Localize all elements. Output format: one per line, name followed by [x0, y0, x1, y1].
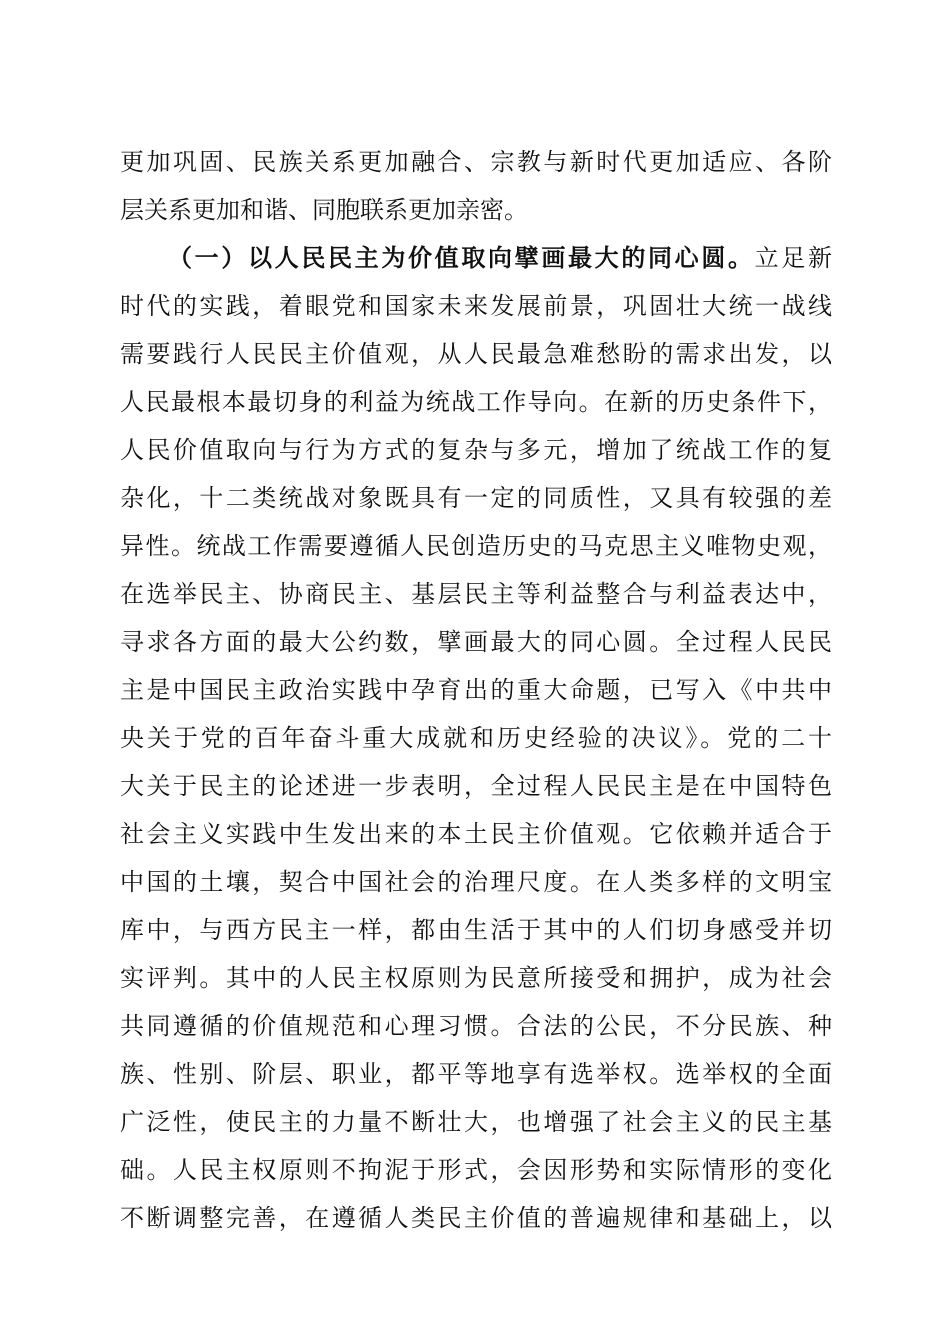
- body-text: [120, 138, 832, 1242]
- text-run: 立足新: [754, 244, 833, 272]
- text-line: 需要践行人民民主价值观，从人民最急难愁盼的需求出发，以: [120, 340, 832, 368]
- text-line: 础。人民主权原则不拘泥于形式，会因形势和实际情形的变化: [120, 1156, 832, 1184]
- text-line: 不断调整完善，在遵循人类民主价值的普遍规律和基础上，以: [120, 1204, 832, 1232]
- text-line: 层关系更加和谐、同胞联系更加亲密。: [120, 196, 528, 224]
- section-heading: （一）以人民民主为价值取向擘画最大的同心圆。: [168, 243, 755, 272]
- text-line: 共同遵循的价值规范和心理习惯。合法的公民，不分民族、种: [120, 1012, 832, 1040]
- text-line: 杂化，十二类统战对象既具有一定的同质性，又具有较强的差: [120, 484, 832, 512]
- text-line: 中国的土壤，契合中国社会的治理尺度。在人类多样的文明宝: [120, 868, 832, 896]
- text-line: 族、性别、阶层、职业，都平等地享有选举权。选举权的全面: [120, 1060, 832, 1088]
- text-line: 央关于党的百年奋斗重大成就和历史经验的决议》。党的二十: [120, 724, 832, 752]
- paragraph-continuation: [120, 138, 832, 234]
- text-line: 库中，与西方民主一样，都由生活于其中的人们切身感受并切: [120, 916, 832, 944]
- text-line: 寻求各方面的最大公约数，擘画最大的同心圆。全过程人民民: [120, 628, 832, 656]
- text-line: 广泛性，使民主的力量不断壮大，也增强了社会主义的民主基: [120, 1108, 832, 1136]
- text-line: 主是中国民主政治实践中孕育出的重大命题，已写入《中共中: [120, 676, 832, 704]
- text-line: 大关于民主的论述进一步表明，全过程人民民主是在中国特色: [120, 772, 832, 800]
- text-line: 实评判。其中的人民主权原则为民意所接受和拥护，成为社会: [120, 964, 832, 992]
- text-line: 异性。统战工作需要遵循人民创造历史的马克思主义唯物史观，: [120, 532, 832, 560]
- text-line: 在选举民主、协商民主、基层民主等利益整合与利益表达中，: [120, 580, 832, 608]
- text-line: 人民价值取向与行为方式的复杂与多元，增加了统战工作的复: [120, 436, 832, 464]
- text-line: 更加巩固、民族关系更加融合、宗教与新时代更加适应、各阶: [120, 148, 832, 176]
- text-line: 人民最根本最切身的利益为统战工作导向。在新的历史条件下，: [120, 388, 832, 416]
- text-line: 时代的实践，着眼党和国家未来发展前景，巩固壮大统一战线: [120, 292, 832, 320]
- paragraph-section-1: [120, 234, 832, 1242]
- text-line: 社会主义实践中生发出来的本土民主价值观。它依赖并适合于: [120, 820, 832, 848]
- section-first-line: [120, 234, 832, 282]
